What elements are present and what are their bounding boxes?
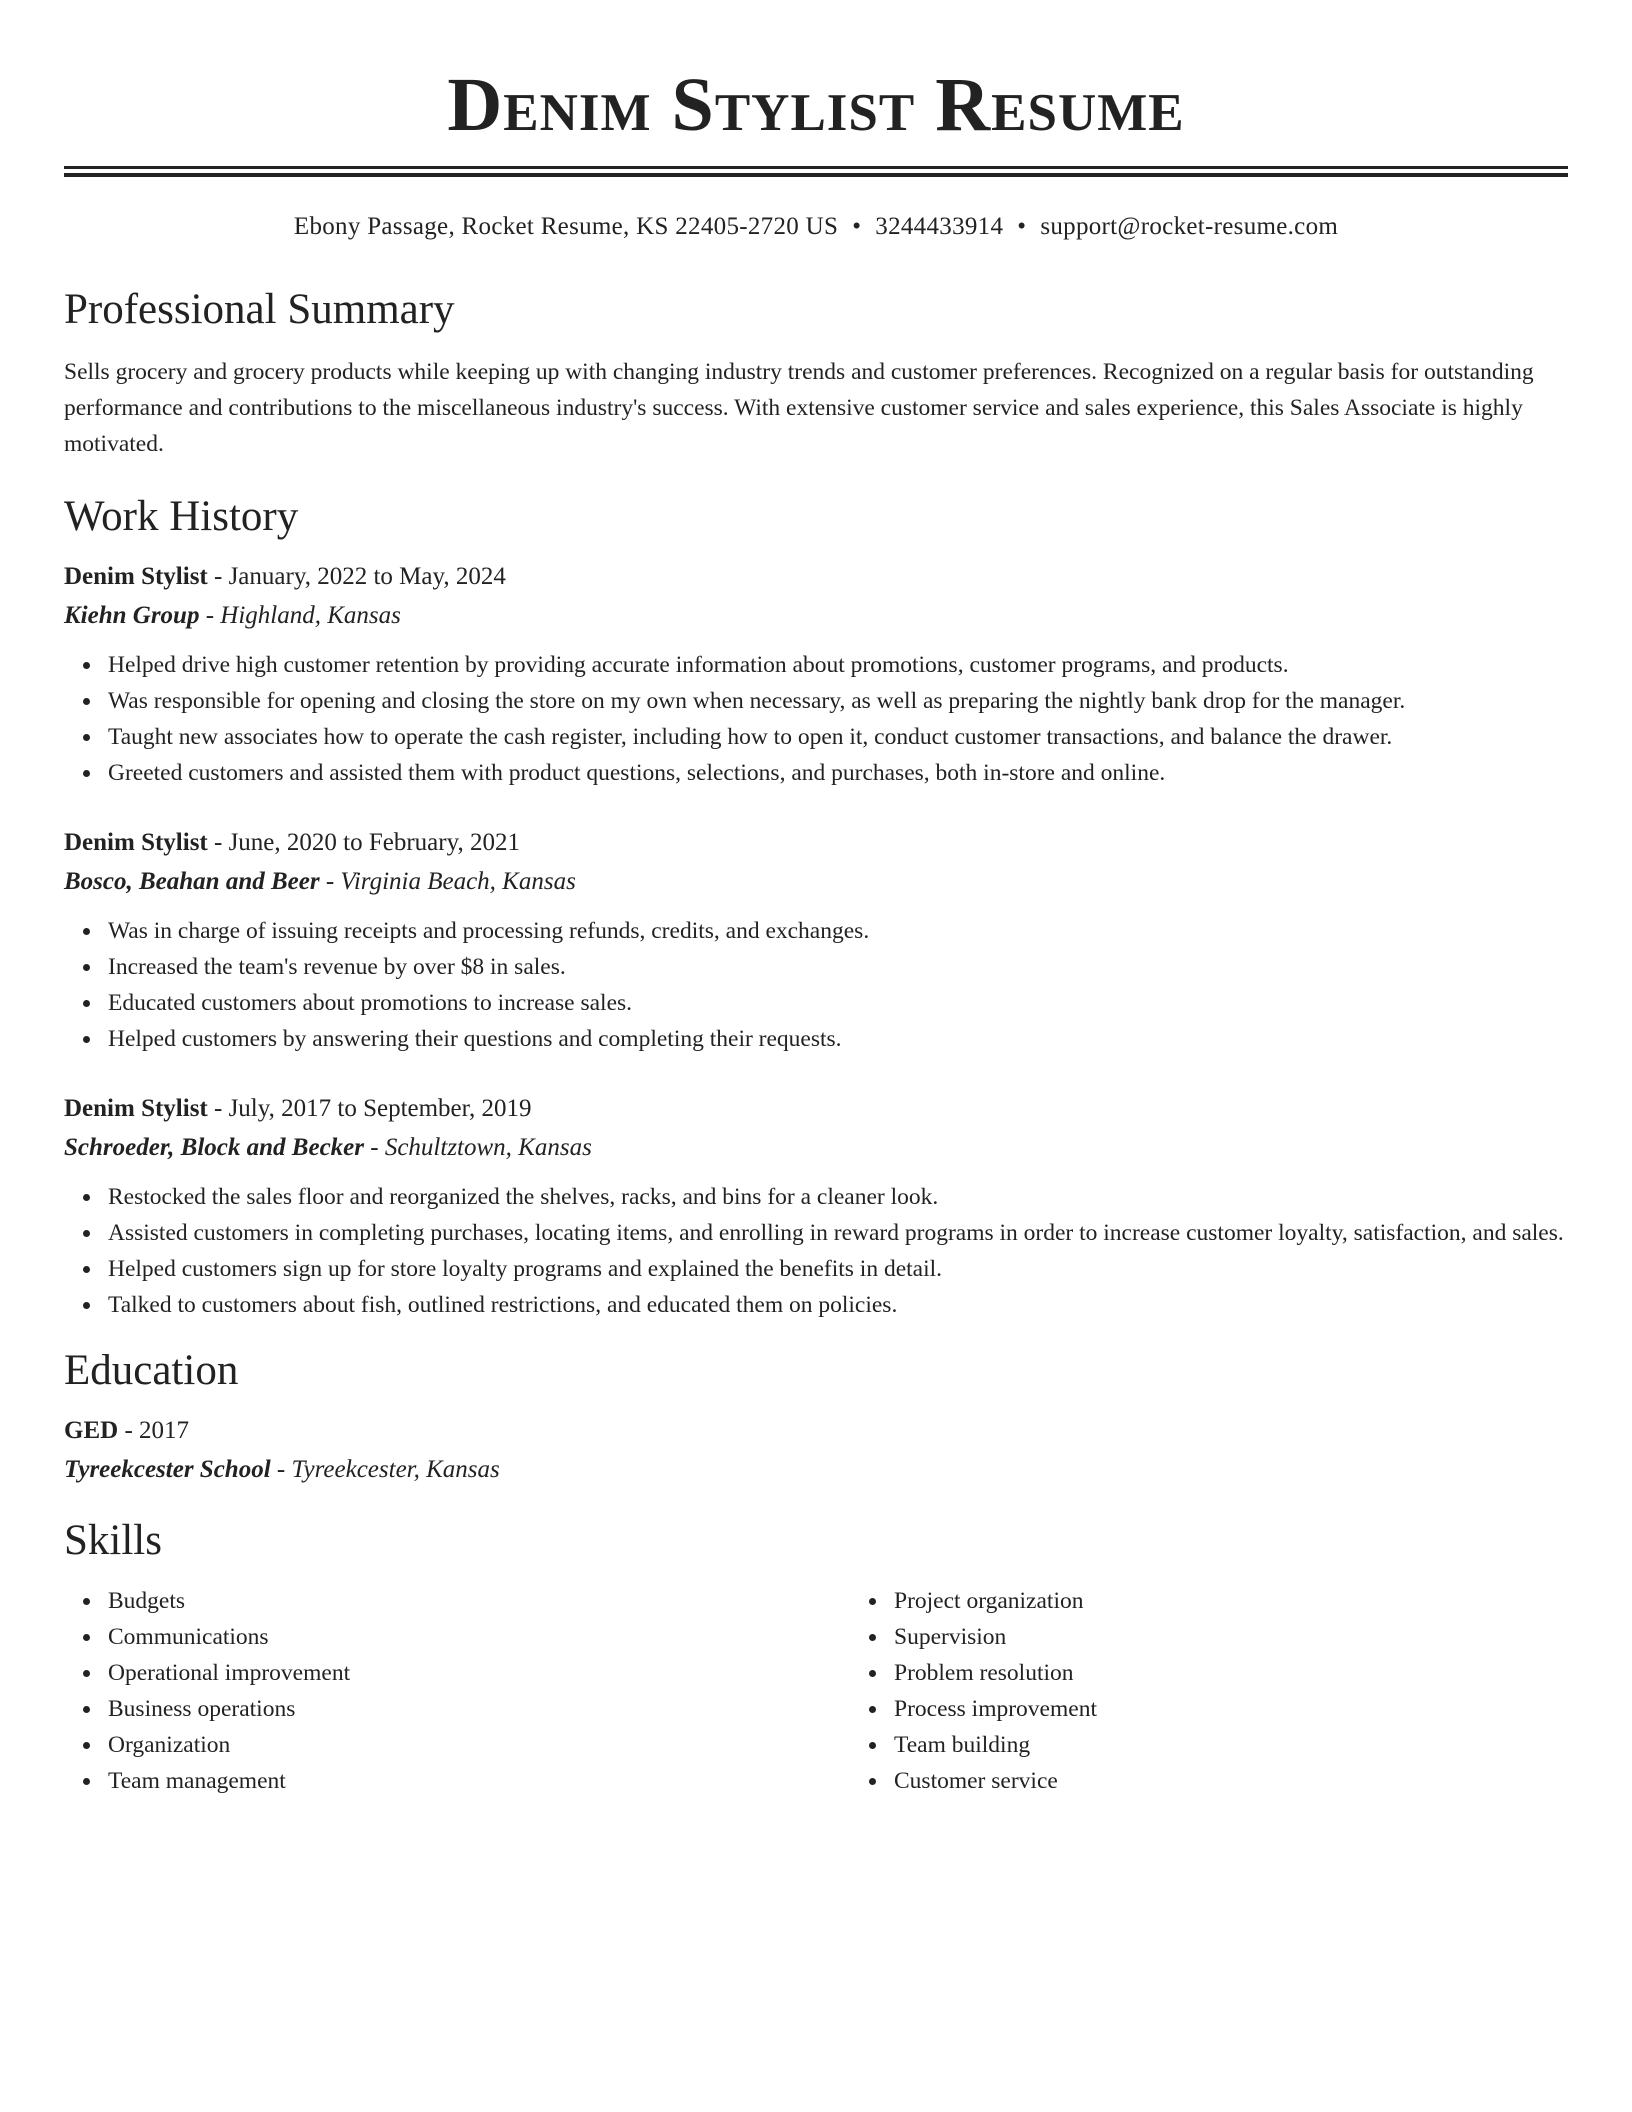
- education-degree: GED: [64, 1417, 119, 1444]
- job-bullet: Greeted customers and assisted them with product questions, selections, and purchases, both in-store and online.: [108, 755, 1568, 791]
- skills-heading: Skills: [64, 1517, 162, 1564]
- job-bullets: [64, 913, 1568, 1057]
- education-entry: [64, 1411, 1568, 1489]
- contact-address: Ebony Passage, Rocket Resume, KS 22405-2720 US: [293, 213, 839, 240]
- summary-heading: Professional Summary: [64, 286, 455, 333]
- skills-list-left: [64, 1583, 850, 1799]
- work-history-heading: Work History: [64, 493, 299, 540]
- skills-list-right: [850, 1583, 1097, 1799]
- resume-title: Denim Stylist Resume: [447, 63, 1185, 147]
- job-title-line: [64, 557, 1568, 596]
- job-company-line: [64, 1128, 1568, 1167]
- skill-item: Process improvement: [894, 1691, 1097, 1727]
- skill-item: Supervision: [894, 1619, 1097, 1655]
- contact-phone: 3244433914: [875, 213, 1004, 240]
- job-bullet: Talked to customers about fish, outlined restrictions, and educated them on policies.: [108, 1287, 1568, 1323]
- job-location: - Highland, Kansas: [199, 602, 401, 629]
- contact-email: support@rocket-resume.com: [1040, 213, 1339, 240]
- skill-item: Team management: [108, 1763, 850, 1799]
- job-bullet: Helped drive high customer retention by providing accurate information about promotions, customer programs, and products.: [108, 647, 1568, 683]
- skill-item: Business operations: [108, 1691, 850, 1727]
- contact-line: [64, 210, 1568, 244]
- education-heading: Education: [64, 1347, 239, 1394]
- skill-item: Operational improvement: [108, 1655, 850, 1691]
- job-bullets: [64, 647, 1568, 791]
- skill-item: Project organization: [894, 1583, 1097, 1619]
- job-bullet: Taught new associates how to operate the cash register, including how to open it, conduct customer transactions, and balance the drawer.: [108, 719, 1568, 755]
- skill-item: Budgets: [108, 1583, 850, 1619]
- job-company-line: [64, 862, 1568, 901]
- job-bullet: Was responsible for opening and closing the store on my own when necessary, as well as preparing the nightly bank drop for the manager.: [108, 683, 1568, 719]
- job-dates: - June, 2020 to February, 2021: [207, 829, 520, 856]
- job-title: Denim Stylist: [64, 563, 208, 590]
- job-location: - Schultztown, Kansas: [364, 1134, 592, 1161]
- skill-item: Organization: [108, 1727, 850, 1763]
- skill-item: Team building: [894, 1727, 1097, 1763]
- job-bullet: Assisted customers in completing purchases, locating items, and enrolling in reward programs in order to increase customer loyalty, satisfaction, and sales.: [108, 1215, 1568, 1251]
- job-bullet: Restocked the sales floor and reorganized the shelves, racks, and bins for a cleaner look.: [108, 1179, 1568, 1215]
- skills-columns: [64, 1583, 1568, 1799]
- summary-text: Sells grocery and grocery products while keeping up with changing industry trends and customer preferences. Recognized on a regular basis for outstanding performance and contributions to the miscellaneous industry's success. With extensive customer service and sales experience, this Sales Associate is highly motivated.: [64, 359, 1534, 457]
- skill-item: Problem resolution: [894, 1655, 1097, 1691]
- job-bullet: Was in charge of issuing receipts and processing refunds, credits, and exchanges.: [108, 913, 1568, 949]
- job-title: Denim Stylist: [64, 1095, 208, 1122]
- job-entry: [64, 823, 1568, 1057]
- education-school: Tyreekcester School: [64, 1456, 271, 1483]
- skill-item: Customer service: [894, 1763, 1097, 1799]
- education-school-line: [64, 1450, 1568, 1489]
- education-year: - 2017: [118, 1417, 190, 1444]
- job-entry: [64, 557, 1568, 791]
- job-company-line: [64, 596, 1568, 635]
- job-bullet: Helped customers sign up for store loyalty programs and explained the benefits in detail.: [108, 1251, 1568, 1287]
- job-dates: - July, 2017 to September, 2019: [207, 1095, 532, 1122]
- job-title: Denim Stylist: [64, 829, 208, 856]
- education-degree-line: [64, 1411, 1568, 1450]
- job-dates: - January, 2022 to May, 2024: [207, 563, 506, 590]
- job-company: Bosco, Beahan and Beer: [64, 868, 320, 895]
- job-bullet: Increased the team's revenue by over $8 in sales.: [108, 949, 1568, 985]
- skill-item: Communications: [108, 1619, 850, 1655]
- contact-separator: •: [852, 213, 862, 240]
- job-title-line: [64, 1089, 1568, 1128]
- contact-separator: •: [1017, 213, 1027, 240]
- job-location: - Virginia Beach, Kansas: [319, 868, 576, 895]
- title-double-rule: [64, 166, 1568, 177]
- job-bullets: [64, 1179, 1568, 1323]
- education-location: - Tyreekcester, Kansas: [270, 1456, 500, 1483]
- job-bullet: Helped customers by answering their questions and completing their requests.: [108, 1021, 1568, 1057]
- job-company: Kiehn Group: [64, 602, 200, 629]
- job-title-line: [64, 823, 1568, 862]
- job-bullet: Educated customers about promotions to increase sales.: [108, 985, 1568, 1021]
- job-company: Schroeder, Block and Becker: [64, 1134, 364, 1161]
- job-entry: [64, 1089, 1568, 1323]
